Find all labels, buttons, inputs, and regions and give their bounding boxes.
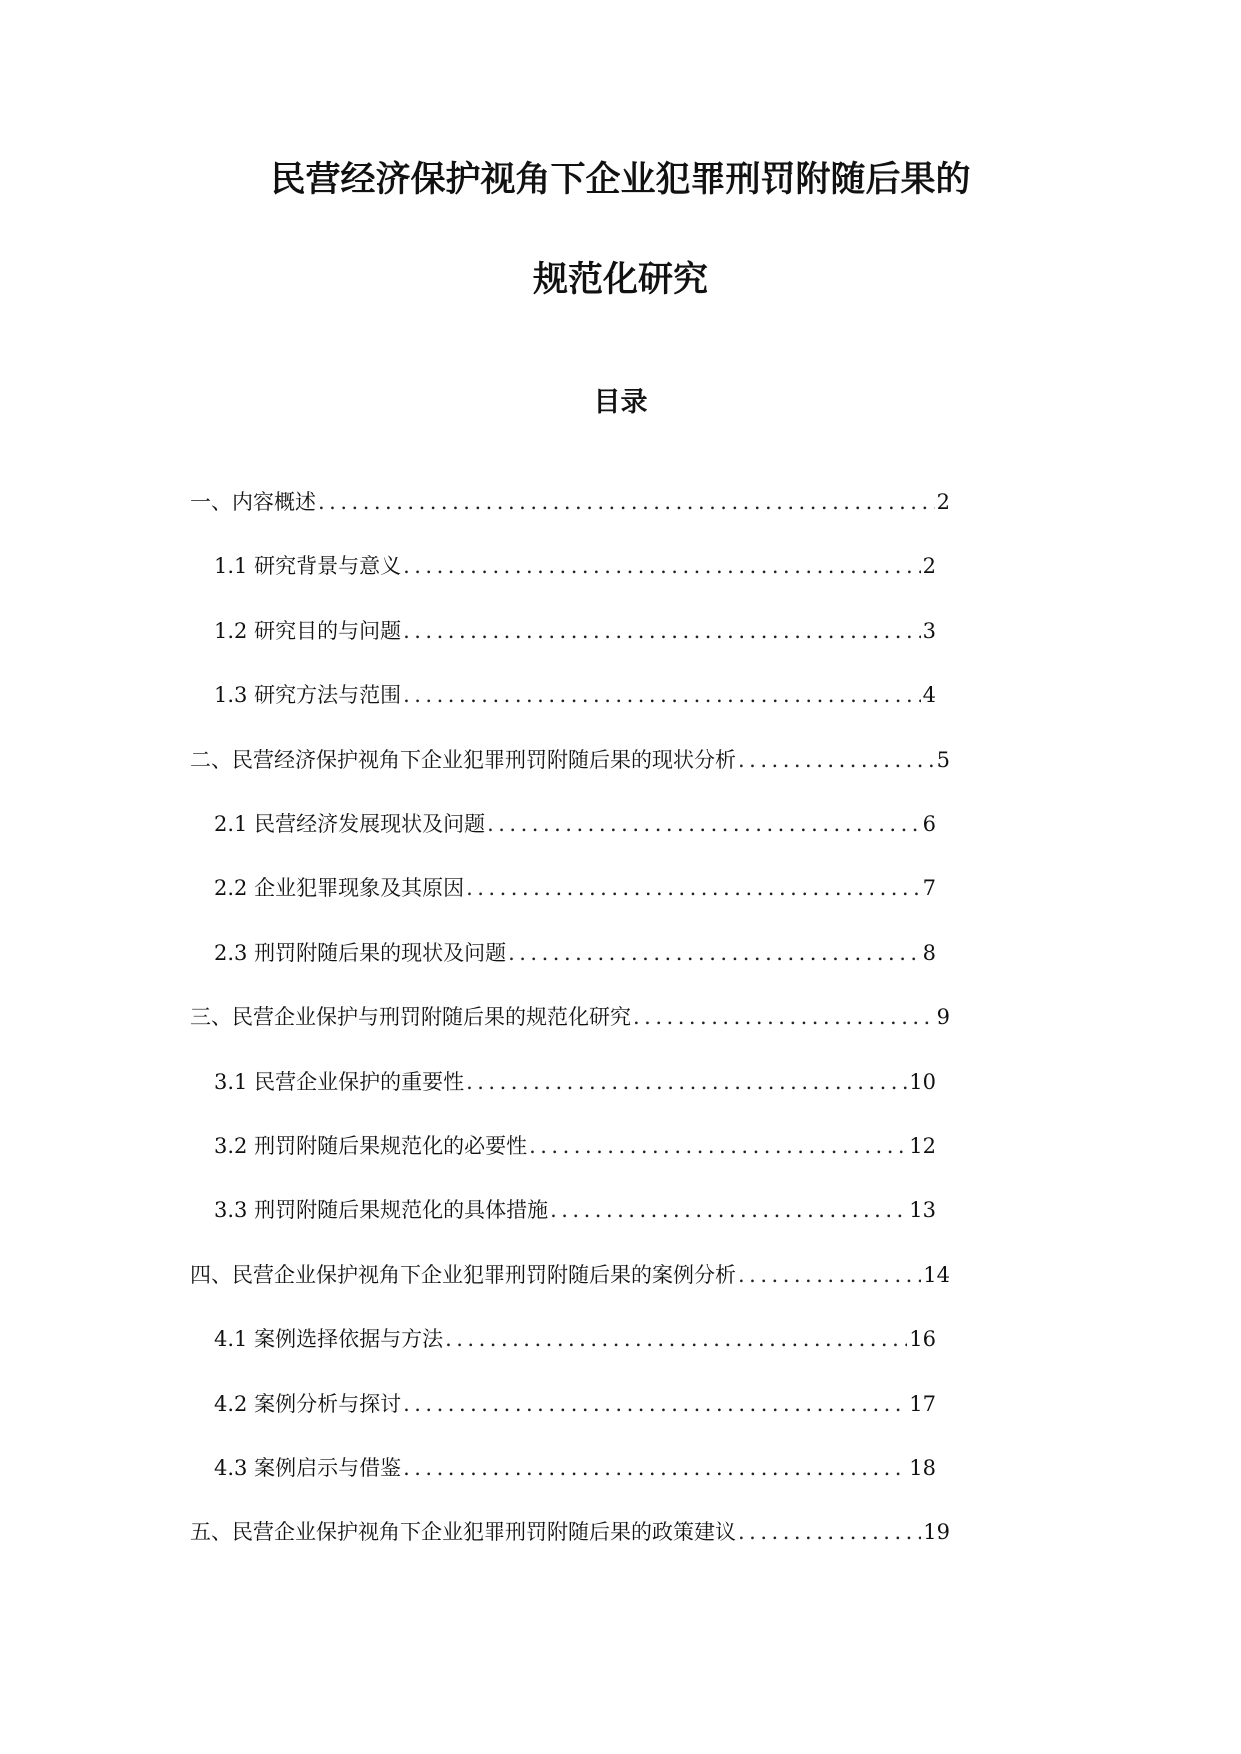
- toc-dot-leader: [529, 1131, 907, 1161]
- toc-entry[interactable]: [190, 487, 950, 517]
- toc-entry[interactable]: [214, 616, 936, 646]
- toc-dot-leader: [445, 1324, 907, 1354]
- toc-entry[interactable]: [190, 1002, 950, 1032]
- toc-dot-leader: [738, 745, 935, 775]
- toc-entry-label: 2.1 民营经济发展现状及问题: [214, 812, 486, 836]
- toc-page-number: 12: [909, 1134, 936, 1158]
- toc-entry-label: 4.1 案例选择依据与方法: [214, 1327, 444, 1352]
- toc-entry[interactable]: [214, 809, 936, 839]
- toc-entry-label: 3.3 刑罚附随后果规范化的具体措施: [214, 1198, 549, 1223]
- toc-page-number: 3: [922, 618, 936, 643]
- toc-entry[interactable]: [190, 1517, 950, 1547]
- toc-page-number: 13: [909, 1198, 936, 1223]
- toc-entry[interactable]: [214, 938, 936, 968]
- toc-page-number: 17: [909, 1391, 936, 1416]
- toc-page-number: 10: [909, 1069, 936, 1094]
- toc-entry[interactable]: [214, 1389, 936, 1419]
- toc-entry[interactable]: [214, 1324, 936, 1354]
- toc-entry-label: 4.3 案例启示与借鉴: [214, 1456, 402, 1480]
- toc-entry-label: 1.3 研究方法与范围: [214, 683, 402, 708]
- toc-page-number: 14: [923, 1262, 950, 1287]
- toc-dot-leader: [508, 938, 921, 968]
- toc-page-number: 5: [936, 747, 950, 772]
- toc-dot-leader: [487, 809, 921, 839]
- toc-entry-label: 3.1 民营企业保护的重要性: [214, 1069, 465, 1094]
- toc-page-number: 9: [936, 1005, 950, 1030]
- toc-entry-label: 五、民营企业保护视角下企业犯罪刑罚附随后果的政策建议: [190, 1520, 736, 1545]
- toc-dot-leader: [466, 1067, 907, 1097]
- toc-entry-label: 一、内容概述: [190, 490, 316, 514]
- toc-dot-leader: [738, 1517, 921, 1547]
- toc-dot-leader: [466, 873, 921, 903]
- toc-entry[interactable]: [214, 1067, 936, 1097]
- toc-entry-label: 4.2 案例分析与探讨: [214, 1391, 402, 1416]
- toc-page-number: 8: [922, 940, 936, 965]
- toc-entry[interactable]: [214, 551, 936, 581]
- toc-dot-leader: [633, 1002, 935, 1032]
- toc-entry-label: 三、民营企业保护与刑罚附随后果的规范化研究: [190, 1005, 631, 1030]
- toc-entry[interactable]: [214, 873, 936, 903]
- toc-dot-leader: [550, 1195, 907, 1225]
- toc-entry[interactable]: [190, 1260, 950, 1290]
- toc-entry-label: 四、民营企业保护视角下企业犯罪刑罚附随后果的案例分析: [190, 1262, 736, 1287]
- toc-dot-leader: [403, 616, 921, 646]
- toc-entry-label: 2.2 企业犯罪现象及其原因: [214, 876, 465, 901]
- toc-page-number: 6: [922, 812, 936, 836]
- toc-page-number: 16: [909, 1327, 936, 1352]
- document-title-line-2: 规范化研究: [532, 260, 708, 300]
- toc-dot-leader: [738, 1260, 921, 1290]
- toc-dot-leader: [403, 551, 921, 581]
- toc-page-number: 7: [922, 876, 936, 901]
- toc-entry-label: 二、民营经济保护视角下企业犯罪刑罚附随后果的现状分析: [190, 747, 736, 772]
- toc-entry[interactable]: [214, 680, 936, 710]
- toc-entry-label: 1.2 研究目的与问题: [214, 618, 402, 643]
- toc-entry-label: 1.1 研究背景与意义: [214, 554, 402, 579]
- toc-entry[interactable]: [214, 1453, 936, 1483]
- toc-entry[interactable]: [190, 745, 950, 775]
- toc-dot-leader: [318, 487, 935, 517]
- toc-dot-leader: [403, 1389, 907, 1419]
- toc-heading: 目录: [593, 387, 648, 418]
- toc-page-number: 2: [936, 490, 950, 514]
- toc-entry[interactable]: [214, 1195, 936, 1225]
- toc-page-number: 18: [909, 1456, 936, 1480]
- document-title-line-1: 民营经济保护视角下企业犯罪刑罚附随后果的: [270, 160, 971, 200]
- toc-entry[interactable]: [214, 1131, 936, 1161]
- toc-page-number: 2: [922, 554, 936, 579]
- toc-dot-leader: [403, 680, 921, 710]
- toc-entry-label: 3.2 刑罚附随后果规范化的必要性: [214, 1134, 528, 1158]
- toc-page-number: 19: [923, 1520, 950, 1545]
- toc-page-number: 4: [922, 683, 936, 708]
- toc-dot-leader: [403, 1453, 907, 1483]
- toc-entry-label: 2.3 刑罚附随后果的现状及问题: [214, 940, 507, 965]
